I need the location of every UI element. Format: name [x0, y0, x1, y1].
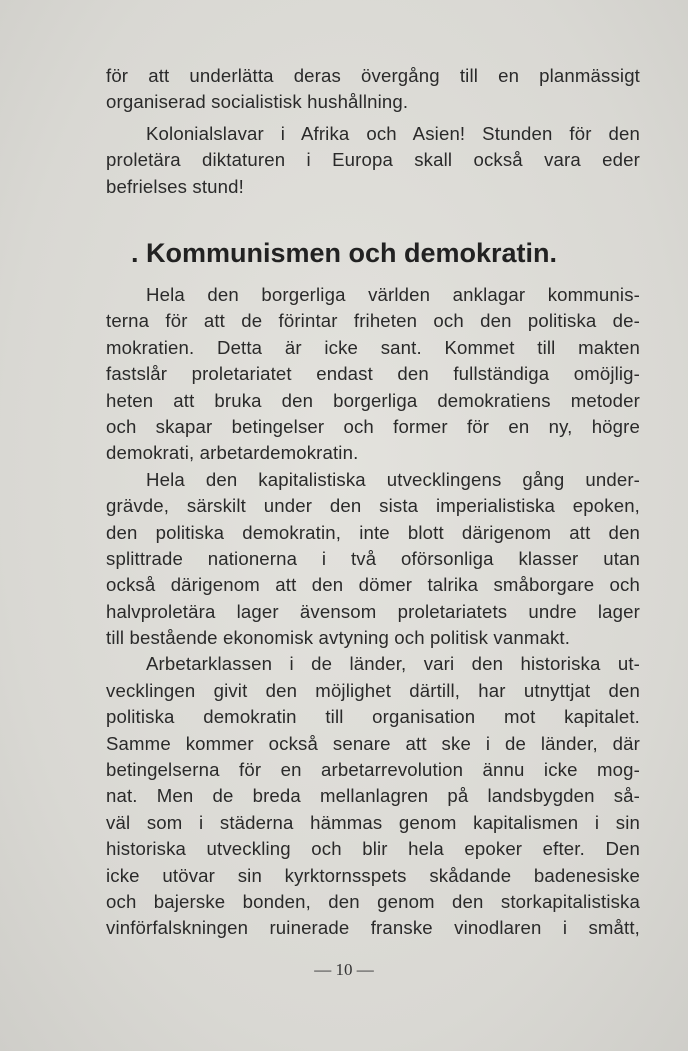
intro-paragraph	[106, 63, 640, 116]
text-line: vecklingen givit den möjlighet därtill, har utnyttjat den	[106, 679, 640, 701]
page-number: — 10 —	[314, 960, 374, 979]
text-line: Kolonialslavar i Afrika och Asien! Stunden för den	[146, 123, 640, 144]
text-line: fastslår proletariatet endast den fullständiga omöjlig-	[106, 363, 640, 385]
text-line: grävde, särskilt under den sista imperialistiska epoken,	[106, 495, 640, 517]
text-line: splittrade nationerna i två oförsonliga klasser utan	[106, 547, 640, 569]
text-line: den politiska demokratin, inte blott därigenom att den	[106, 521, 640, 543]
text-line: proletära diktaturen i Europa skall också vara eder	[106, 149, 640, 171]
text-line: till bestående ekonomisk avtyning och politisk vanmakt.	[106, 627, 571, 649]
text-line: Samme kommer också senare att ske i de länder, där	[106, 732, 640, 754]
text-line: politiska demokratin till organisation mot kapitalet.	[106, 706, 640, 728]
text-line: betingelserna för en arbetarrevolution ännu icke mog-	[106, 759, 640, 781]
text-line: organiserad socialistisk hushållning.	[106, 91, 409, 113]
text-line: halvproletära lager ävensom proletariatets undre lager	[106, 600, 640, 622]
text-line: demokrati, arbetardemokratin.	[106, 442, 359, 464]
text-line: befrielses stund!	[106, 175, 244, 197]
text-line: och skapar betingelser och former för en ny, högre	[106, 415, 640, 437]
text-line: också därigenom att den dömer talrika småborgare och	[106, 574, 640, 596]
text-line: för att underlätta deras övergång till en planmässigt	[106, 65, 640, 86]
text-line: Hela den kapitalistiska utvecklingens gång under-	[146, 468, 640, 490]
text-line: historiska utveckling och blir hela epoker efter. Den	[106, 838, 640, 860]
text-line: heten att bruka den borgerliga demokratiens metoder	[106, 389, 640, 411]
section-body	[106, 282, 640, 942]
text-line: Hela den borgerliga världen anklagar kommunis-	[146, 284, 640, 305]
text-line: terna för att de förintar friheten och den politiska de-	[106, 310, 640, 332]
text-line: nat. Men de breda mellanlagren på landsbygden så-	[106, 785, 640, 807]
text-line: och bajerske bonden, den genom den storkapitalistiska	[106, 890, 640, 912]
text-line: väl som i städerna hämmas genom kapitalismen i sin	[106, 811, 640, 833]
text-line: icke utövar sin kyrktornsspets skådande badenesiske	[106, 864, 640, 886]
text-line: vinförfalskningen ruinerade franske vinodlaren i smått,	[106, 917, 640, 939]
section-heading: . Kommunismen och demokratin.	[130, 238, 558, 268]
text-line: Arbetarklassen i de länder, vari den historiska ut-	[146, 653, 640, 675]
text-line: mokratien. Detta är icke sant. Kommet till makten	[106, 336, 640, 358]
appeal-paragraph	[106, 121, 640, 200]
